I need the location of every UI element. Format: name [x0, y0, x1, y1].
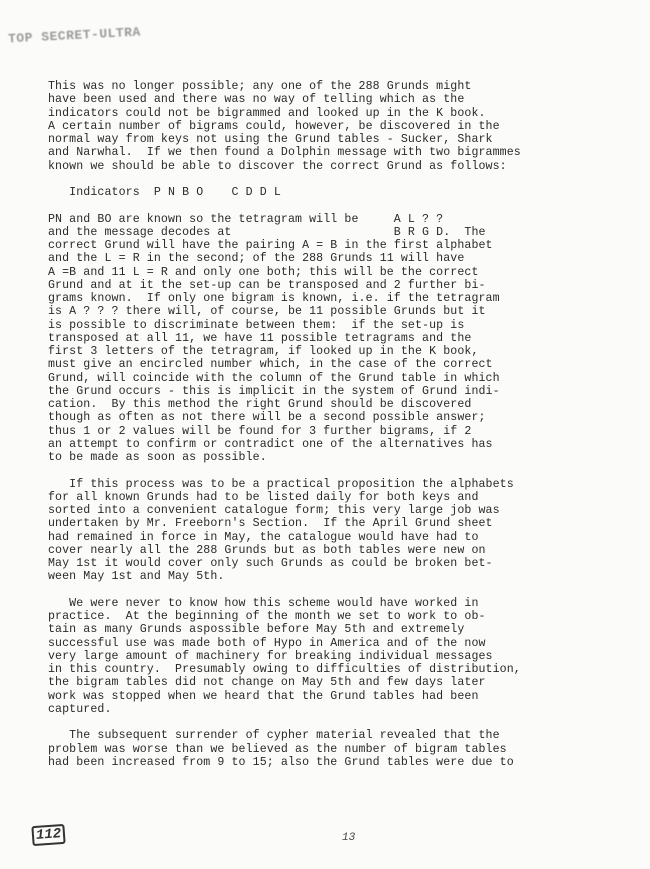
- text-line: and Narwhal. If we then found a Dolphin message with two bigrammes: [48, 146, 521, 160]
- text-line: the bigram tables did not change on May 5th and few days later: [48, 676, 486, 690]
- text-line: though as often as not there will be a second possible answer;: [48, 411, 486, 425]
- text-line: to be made as soon as possible.: [48, 451, 267, 464]
- text-line: cover nearly all the 288 Grunds but as both tables were new on: [48, 543, 486, 557]
- text-line: had remained in force in May, the catalogue would have had to: [48, 530, 479, 544]
- text-line: normal way from keys not using the Grund tables - Sucker, Shark: [48, 133, 493, 146]
- text-line: sorted into a convenient catalogue form; this very large job was: [48, 504, 500, 517]
- text-line: is A ? ? ? there will, of course, be 11 possible Grunds but it: [48, 305, 486, 319]
- text-line: and the message decodes at B R G D. The: [48, 225, 486, 239]
- text-line: problem was worse than we believed as the number of bigram tables: [48, 742, 507, 756]
- text-line: first 3 letters of the tetragram, if looked up in the K book,: [48, 345, 479, 358]
- text-line: A =B and 11 L = R and only one both; this will be the correct: [48, 265, 479, 279]
- classification-stamp: TOP SECRET-ULTRA: [7, 24, 142, 47]
- text-line: A certain number of bigrams could, however, be discovered in the: [48, 119, 500, 133]
- text-line: transposed at all 11, we have 11 possible tetragrams and the: [48, 331, 472, 345]
- paragraph-gap: [48, 464, 648, 477]
- text-line: grams known. If only one bigram is known, i.e. if the tetragram: [48, 292, 500, 305]
- text-line: captured.: [48, 702, 112, 716]
- text-line: Grund, will coincide with the column of the Grund table in which: [48, 371, 500, 385]
- text-line: May 1st it would cover only such Grunds as could be broken bet-: [48, 557, 493, 570]
- text-line: indicators could not be bigrammed and looked up in the K book.: [48, 106, 486, 120]
- text-line: in this country. Presumably owing to difficulties of distribution,: [48, 663, 521, 676]
- text-line: is possible to discriminate between them: if the set-up is: [48, 318, 465, 332]
- text-line: must give an encircled number which, in the case of the correct: [48, 358, 493, 372]
- text-line: had been increased from 9 to 15; also the Grund tables were due to: [48, 755, 514, 769]
- text-line: work was stopped when we heard that the Grund tables had been: [48, 689, 479, 703]
- folio-number: 112: [31, 824, 66, 846]
- text-line: correct Grund will have the pairing A = B in the first alphabet: [48, 239, 493, 252]
- document-body: [48, 80, 648, 769]
- text-line: ween May 1st and May 5th.: [48, 570, 225, 584]
- text-line: an attempt to confirm or contradict one of the alternatives has: [48, 437, 493, 451]
- text-line: tain as many Grunds aspossible before May 5th and extremely: [48, 623, 465, 637]
- text-line: thus 1 or 2 values will be found for 3 further bigrams, if 2: [48, 424, 472, 438]
- text-line: undertaken by Mr. Freeborn's Section. If the April Grund sheet: [48, 517, 493, 531]
- text-line: the Grund occurs - this is implicit in the system of Grund indi-: [48, 384, 500, 398]
- text-line: and the L = R in the second; of the 288 Grunds 11 will have: [48, 252, 465, 266]
- text-line: successful use was made both of Hypo in America and of the now: [48, 636, 486, 650]
- paragraph-gap: [48, 199, 648, 212]
- text-line: very large amount of machinery for breaking individual messages: [48, 649, 493, 663]
- paragraph-gap: [48, 716, 648, 729]
- text-line: PN and BO are known so the tetragram will be A L ? ?: [48, 212, 444, 226]
- text-line: have been used and there was no way of telling which as the: [48, 93, 465, 107]
- text-line: Indicators P N B O C D D L: [48, 186, 281, 199]
- text-line: The subsequent surrender of cypher material revealed that the: [48, 729, 500, 743]
- text-line: We were never to know how this scheme would have worked in: [48, 596, 479, 610]
- paragraph-gap: [48, 173, 648, 186]
- text-line: practice. At the beginning of the month we set to work to ob-: [48, 610, 486, 623]
- text-line: known we should be able to discover the correct Grund as follows:: [48, 159, 507, 173]
- text-line: This was no longer possible; any one of the 288 Grunds might: [48, 80, 472, 93]
- text-line: Grund and at it the set-up can be transposed and 2 further bi-: [48, 278, 486, 292]
- text-line: cation. By this method the right Grund should be discovered: [48, 398, 472, 411]
- page-number: 13: [342, 832, 356, 844]
- text-line: If this process was to be a practical proposition the alphabets: [48, 477, 514, 491]
- paragraph-gap: [48, 584, 648, 597]
- text-line: for all known Grunds had to be listed daily for both keys and: [48, 490, 479, 504]
